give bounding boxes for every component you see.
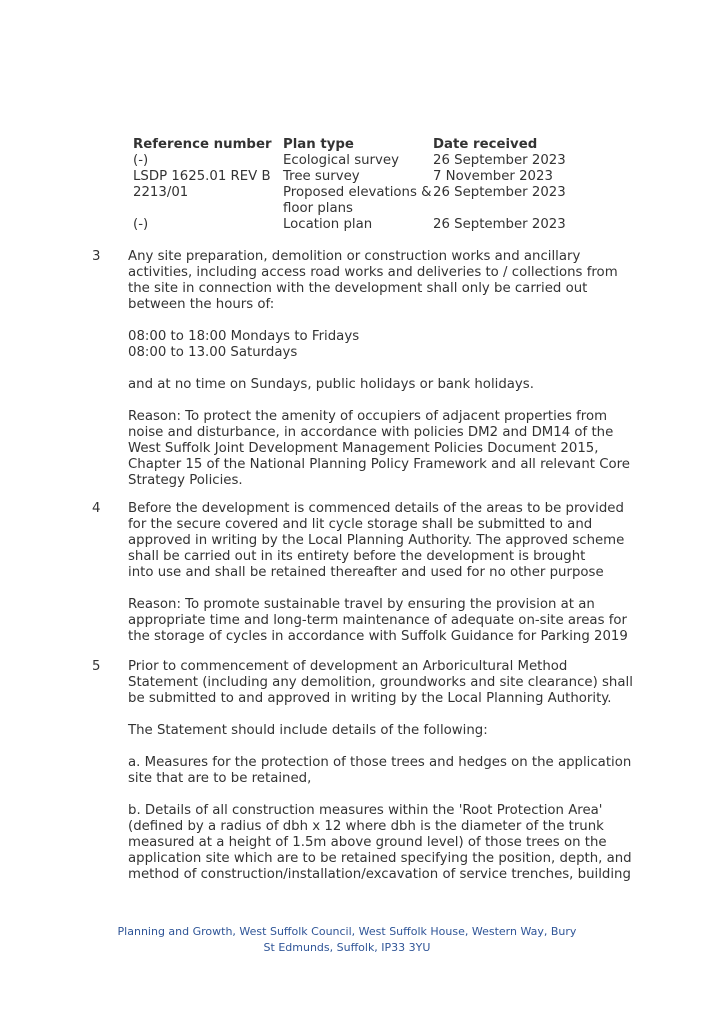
- condition-body: [128, 501, 638, 645]
- condition-5-intro: The Statement should include details of the following:: [128, 723, 488, 738]
- condition-4-text-part2: into use and shall be retained thereafter and used for no other purpose: [128, 565, 604, 580]
- condition-number: 3: [92, 249, 101, 264]
- condition-5-item-b: b. Details of all construction measures within the 'Root Protection Area' (defined by a radius of dbh x 12 where dbh is the diameter of the trunk measured at a height of 1.5m above ground level) of those trees on the application site which are to be retained specifying the position, depth, and method of construction/installation/excavation of service trenches, building: [128, 803, 632, 882]
- cell-reference: (-): [133, 217, 149, 232]
- condition-body: [128, 659, 638, 883]
- condition-4: [92, 501, 692, 661]
- condition-4-text-part1: Before the development is commenced details of the areas to be provided for the secure covered and lit cycle storage shall be submitted to and approved in writing by the Local Planning Authority. The approved scheme shall be carried out in its entirety before the development is brought: [128, 501, 625, 564]
- cell-date: 7 November 2023: [433, 169, 553, 184]
- table-row: [133, 153, 573, 169]
- cell-plan-type: Proposed elevations & floor plans: [283, 185, 432, 216]
- cell-plan-type: Tree survey: [283, 169, 360, 184]
- condition-number: 4: [92, 501, 101, 516]
- condition-body: [128, 249, 638, 489]
- cell-date: 26 September 2023: [433, 153, 566, 168]
- condition-5: [92, 659, 692, 899]
- plans-table-header: [133, 137, 573, 153]
- page-footer: [100, 924, 594, 956]
- header-date-received: Date received: [433, 137, 538, 152]
- hours-saturdays: 08:00 to 13.00 Saturdays: [128, 345, 298, 360]
- header-plan-type: Plan type: [283, 137, 354, 152]
- condition-3-reason: Reason: To protect the amenity of occupiers of adjacent properties from noise and disturbance, in accordance with policies DM2 and DM14 of the West Suffolk Joint Development Management Policies Document 2015, Chapter 15 of the National Planning Policy Framework and all relevant Core Strategy Policies.: [128, 409, 630, 488]
- condition-number: 5: [92, 659, 101, 674]
- condition-3-text: Any site preparation, demolition or construction works and ancillary activities, including access road works and deliveries to / collections from the site in connection with the development shall only be carried out between the hours of:: [128, 249, 618, 312]
- condition-3-hours: [128, 329, 638, 361]
- plans-table: [133, 137, 573, 233]
- condition-5-text: Prior to commencement of development an Arboricultural Method Statement (including any demolition, groundworks and site clearance) shall be submitted to and approved in writing by the Local Planning Authority.: [128, 659, 633, 706]
- header-reference-number: Reference number: [133, 137, 272, 152]
- condition-3: [92, 249, 692, 505]
- footer-address-line-1: Planning and Growth, West Suffolk Council, West Suffolk House, Western Way, Bury: [117, 925, 577, 938]
- condition-4-text: [128, 501, 638, 581]
- condition-4-reason: Reason: To promote sustainable travel by ensuring the provision at an appropriate time and long-term maintenance of adequate on-site areas for the storage of cycles in accordance with Suffolk Guidance for Parking 2019: [128, 597, 628, 644]
- cell-date: 26 September 2023: [433, 217, 566, 232]
- cell-plan-type: Ecological survey: [283, 153, 399, 168]
- hours-weekdays: 08:00 to 18:00 Mondays to Fridays: [128, 329, 360, 344]
- table-row: [133, 217, 573, 233]
- cell-reference: (-): [133, 153, 149, 168]
- cell-reference: 2213/01: [133, 185, 189, 200]
- cell-date: 26 September 2023: [433, 185, 566, 200]
- condition-5-item-a: a. Measures for the protection of those trees and hedges on the application site that are to be retained,: [128, 755, 632, 786]
- condition-3-text-2: and at no time on Sundays, public holidays or bank holidays.: [128, 377, 534, 392]
- table-row: [133, 185, 573, 217]
- table-row: [133, 169, 573, 185]
- footer-address-line-2: St Edmunds, Suffolk, IP33 3YU: [263, 941, 431, 954]
- cell-reference: LSDP 1625.01 REV B: [133, 169, 271, 184]
- cell-plan-type: Location plan: [283, 217, 373, 232]
